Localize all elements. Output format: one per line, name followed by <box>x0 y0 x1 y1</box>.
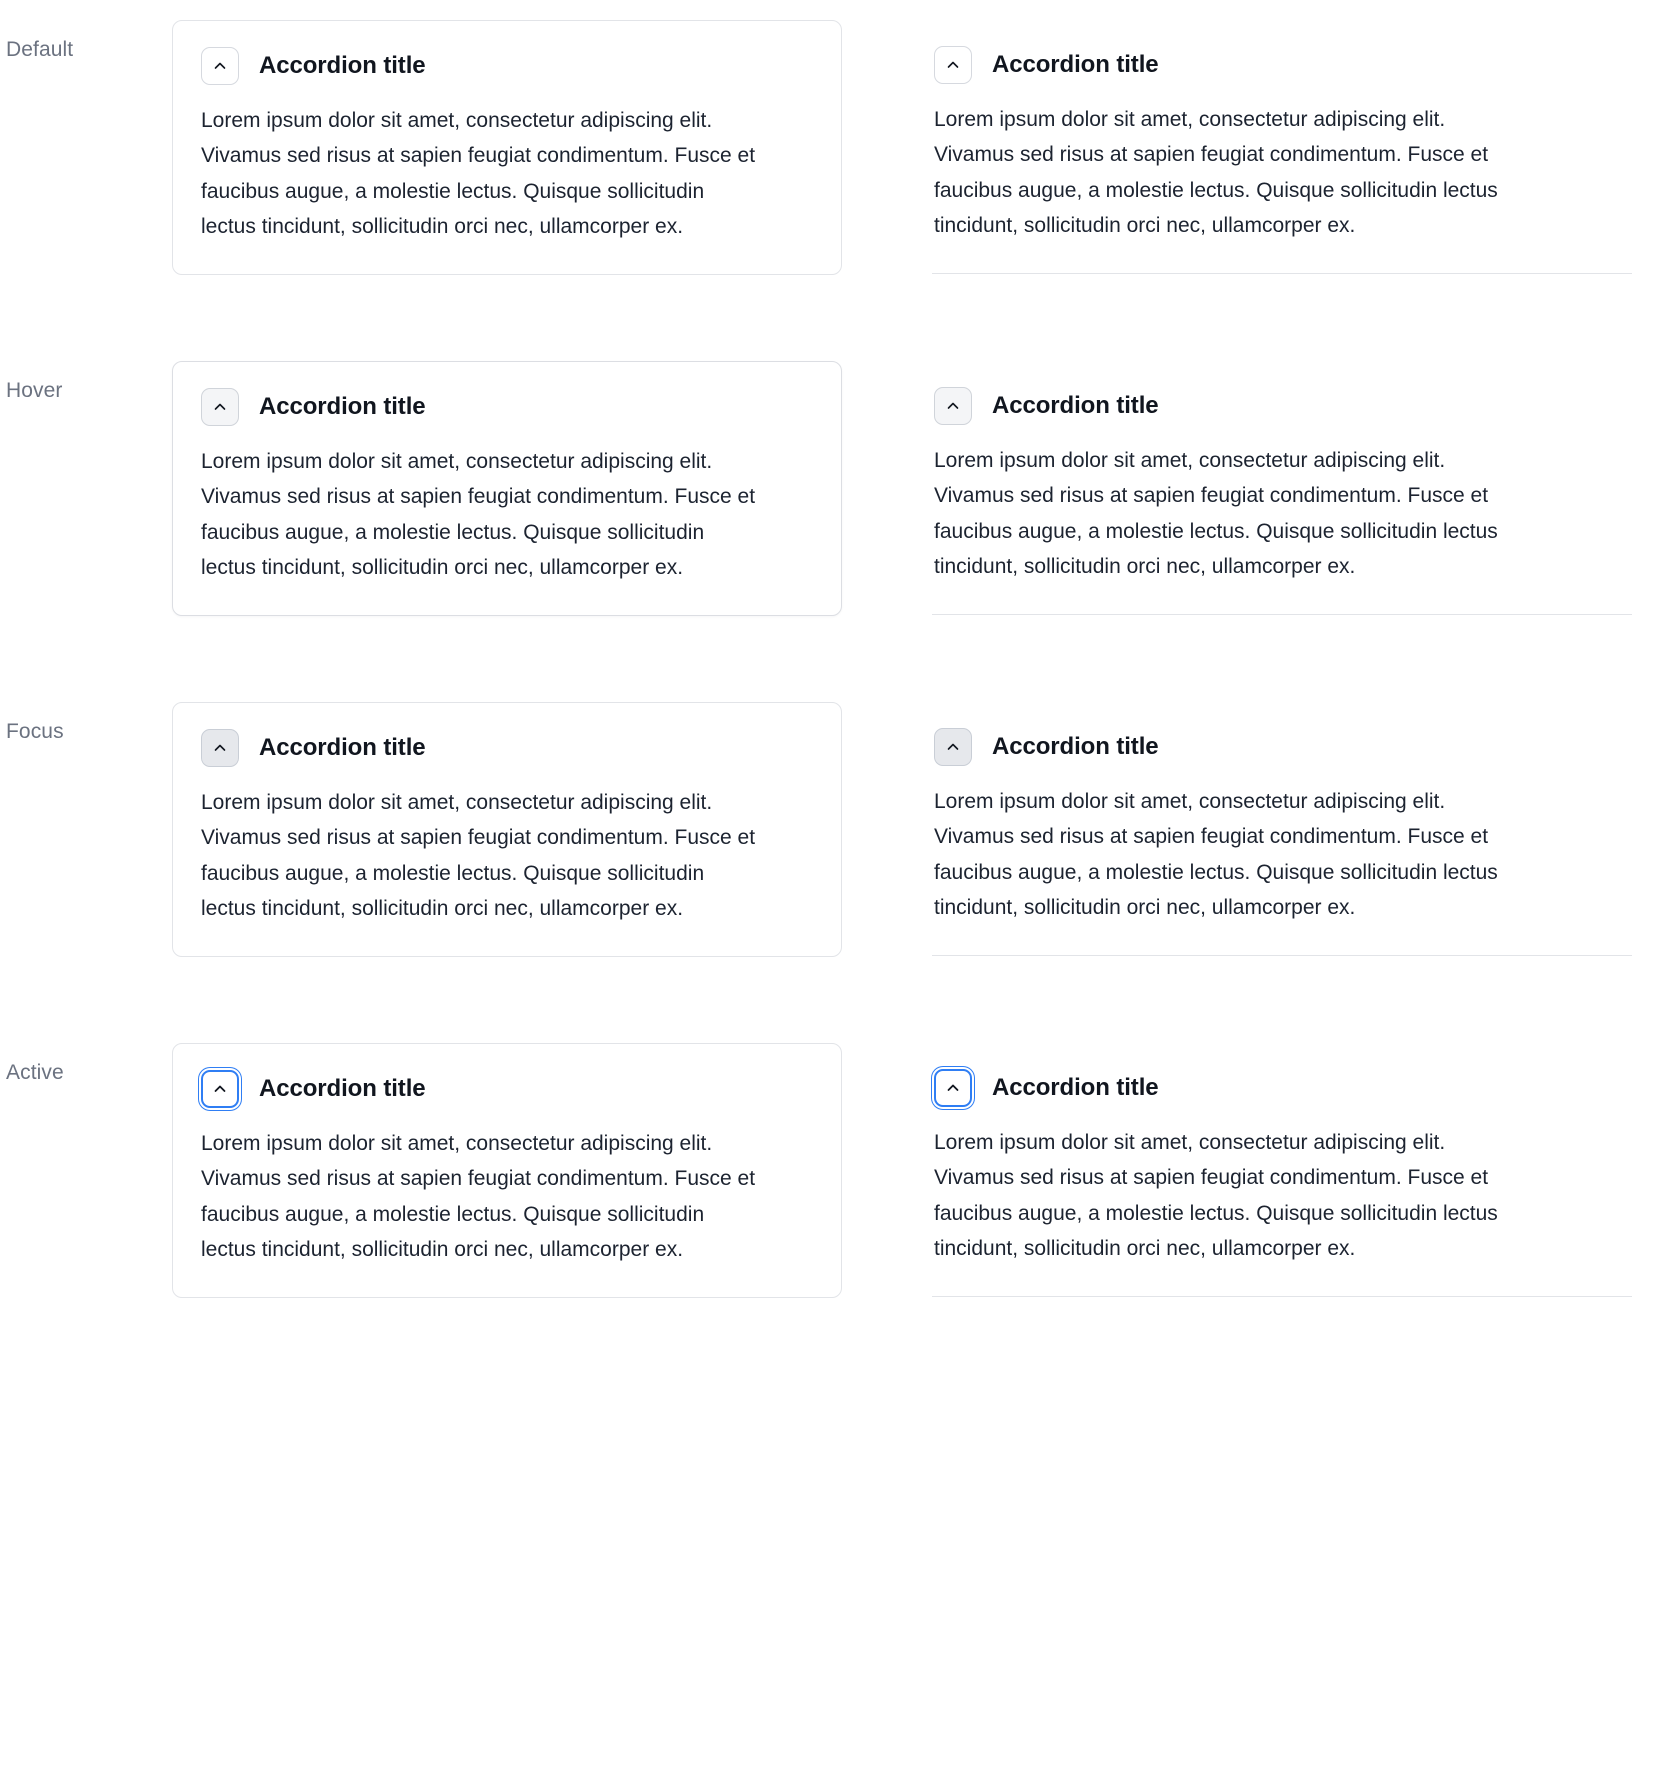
accordion-header[interactable] <box>934 387 1630 425</box>
accordion-header[interactable] <box>934 728 1630 766</box>
accordion-title: Accordion title <box>259 733 426 761</box>
accordion-card-hover[interactable] <box>172 361 842 616</box>
accordion-plain-default[interactable] <box>932 20 1632 274</box>
accordion-title: Accordion title <box>259 1074 426 1102</box>
chevron-up-icon[interactable] <box>201 388 239 426</box>
accordion-title: Accordion title <box>259 392 426 420</box>
accordion-body-text: Lorem ipsum dolor sit amet, consectetur adipiscing elit. Vivamus sed risus at sapien feugiat condimentum. Fusce et faucibus augue, a molestie lectus. Quisque sollicitudin lectus tincidunt, sollicitudin orci nec, ullamcorper ex. <box>201 109 756 238</box>
accordion-header[interactable] <box>201 729 813 767</box>
chevron-up-icon[interactable] <box>201 729 239 767</box>
accordion-body-text: Lorem ipsum dolor sit amet, consectetur adipiscing elit. Vivamus sed risus at sapien feugiat condimentum. Fusce et faucibus augue, a molestie lectus. Quisque sollicitudin lectus tincidunt, sollicitudin orci nec, ullamcorper ex. <box>201 791 756 920</box>
state-row-default <box>0 20 1672 275</box>
state-label-default: Default <box>6 38 74 61</box>
state-label-active: Active <box>6 1061 64 1085</box>
state-label-hover: Hover <box>6 379 63 403</box>
accordion-body-text: Lorem ipsum dolor sit amet, consectetur adipiscing elit. Vivamus sed risus at sapien feugiat condimentum. Fusce et faucibus augue, a molestie lectus. Quisque sollicitudin lectus tincidunt, sollicitudin orci nec, ullamcorper ex. <box>934 449 1498 578</box>
accordion-card-focus[interactable] <box>172 702 842 957</box>
chevron-up-icon[interactable] <box>201 1070 239 1108</box>
chevron-up-icon[interactable] <box>934 46 972 84</box>
state-row-focus <box>0 702 1672 957</box>
accordion-header[interactable] <box>201 1070 813 1108</box>
accordion-title: Accordion title <box>992 50 1159 78</box>
accordion-body-text: Lorem ipsum dolor sit amet, consectetur adipiscing elit. Vivamus sed risus at sapien feugiat condimentum. Fusce et faucibus augue, a molestie lectus. Quisque sollicitudin lectus tincidunt, sollicitudin orci nec, ullamcorper ex. <box>934 790 1498 919</box>
accordion-card-active[interactable] <box>172 1043 842 1298</box>
accordion-header[interactable] <box>934 1069 1630 1107</box>
accordion-plain-hover[interactable] <box>932 361 1632 615</box>
accordion-header[interactable] <box>201 47 813 85</box>
chevron-up-icon[interactable] <box>934 728 972 766</box>
accordion-body-text: Lorem ipsum dolor sit amet, consectetur adipiscing elit. Vivamus sed risus at sapien feugiat condimentum. Fusce et faucibus augue, a molestie lectus. Quisque sollicitudin lectus tincidunt, sollicitudin orci nec, ullamcorper ex. <box>934 108 1498 237</box>
accordion-title: Accordion title <box>259 51 426 79</box>
accordion-body-text: Lorem ipsum dolor sit amet, consectetur adipiscing elit. Vivamus sed risus at sapien feugiat condimentum. Fusce et faucibus augue, a molestie lectus. Quisque sollicitudin lectus tincidunt, sollicitudin orci nec, ullamcorper ex. <box>934 1131 1498 1260</box>
accordion-header[interactable] <box>934 46 1630 84</box>
accordion-plain-active[interactable] <box>932 1043 1632 1297</box>
chevron-up-icon[interactable] <box>934 1069 972 1107</box>
state-label-focus: Focus <box>6 720 64 744</box>
chevron-up-icon[interactable] <box>934 387 972 425</box>
accordion-body-text: Lorem ipsum dolor sit amet, consectetur adipiscing elit. Vivamus sed risus at sapien feugiat condimentum. Fusce et faucibus augue, a molestie lectus. Quisque sollicitudin lectus tincidunt, sollicitudin orci nec, ullamcorper ex. <box>201 450 756 579</box>
accordion-plain-focus[interactable] <box>932 702 1632 956</box>
state-row-active <box>0 1043 1672 1298</box>
accordion-card-default[interactable] <box>172 20 842 275</box>
chevron-up-icon[interactable] <box>201 47 239 85</box>
accordion-title: Accordion title <box>992 1073 1159 1101</box>
accordion-body-text: Lorem ipsum dolor sit amet, consectetur adipiscing elit. Vivamus sed risus at sapien feugiat condimentum. Fusce et faucibus augue, a molestie lectus. Quisque sollicitudin lectus tincidunt, sollicitudin orci nec, ullamcorper ex. <box>201 1132 756 1261</box>
accordion-title: Accordion title <box>992 732 1159 760</box>
accordion-header[interactable] <box>201 388 813 426</box>
accordion-title: Accordion title <box>992 391 1159 419</box>
state-row-hover <box>0 361 1672 616</box>
